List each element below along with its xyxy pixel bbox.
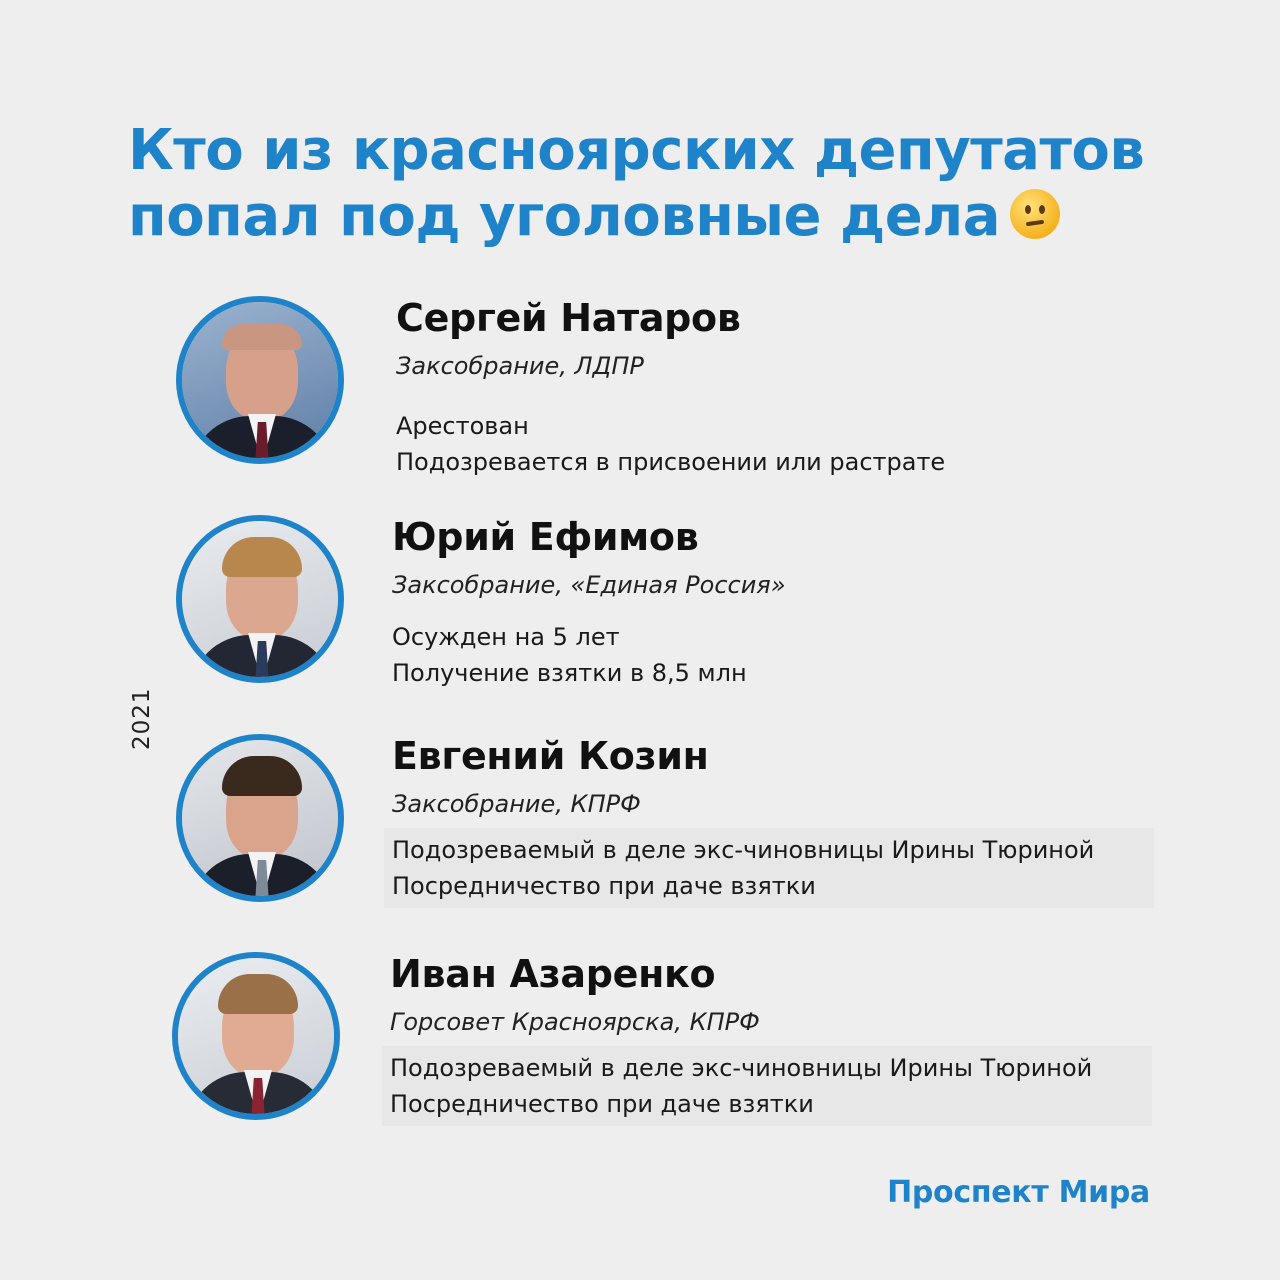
avatar <box>176 515 344 683</box>
brand-logo-text: Проспект Мира <box>887 1175 1150 1210</box>
person-org: Заксобрание, КПРФ <box>392 790 641 818</box>
person-charge: Получение взятки в 8,5 млн <box>392 659 747 687</box>
person-card-azarenko <box>170 952 1170 1152</box>
title-line-2: попал под уголовные дела <box>128 184 1001 249</box>
person-name: Юрий Ефимов <box>392 515 699 559</box>
avatar <box>172 952 340 1120</box>
avatar <box>176 734 344 902</box>
title-line-1: Кто из красноярских депутатов <box>128 118 1145 183</box>
person-detail <box>384 615 1154 695</box>
person-org: Заксобрание, «Единая Россия» <box>392 571 786 599</box>
person-detail <box>384 828 1154 908</box>
person-status: Осужден на 5 лет <box>392 623 620 651</box>
person-status: Арестован <box>396 412 529 440</box>
person-org: Заксобрание, ЛДПР <box>396 352 644 380</box>
person-name: Сергей Натаров <box>396 296 741 340</box>
person-status: Подозреваемый в деле экс-чиновницы Ирины Тюриной <box>392 836 1095 864</box>
person-detail <box>388 404 1158 484</box>
year-label: 2021 <box>129 687 155 750</box>
person-org: Горсовет Красноярска, КПРФ <box>390 1008 760 1036</box>
person-charge: Посредничество при даче взятки <box>390 1090 814 1118</box>
person-charge: Подозревается в присвоении или растрате <box>396 448 946 476</box>
page-title <box>128 118 1168 250</box>
person-detail <box>382 1046 1152 1126</box>
person-name: Евгений Козин <box>392 734 709 778</box>
person-name: Иван Азаренко <box>390 952 716 996</box>
person-status: Подозреваемый в деле экс-чиновницы Ирины Тюриной <box>390 1054 1093 1082</box>
person-card-kozin <box>170 734 1170 934</box>
avatar <box>176 296 344 464</box>
thinking-face-icon <box>1010 189 1060 239</box>
person-card-efimov <box>170 515 1170 715</box>
person-card-natarov <box>170 296 1170 496</box>
person-charge: Посредничество при даче взятки <box>392 872 816 900</box>
